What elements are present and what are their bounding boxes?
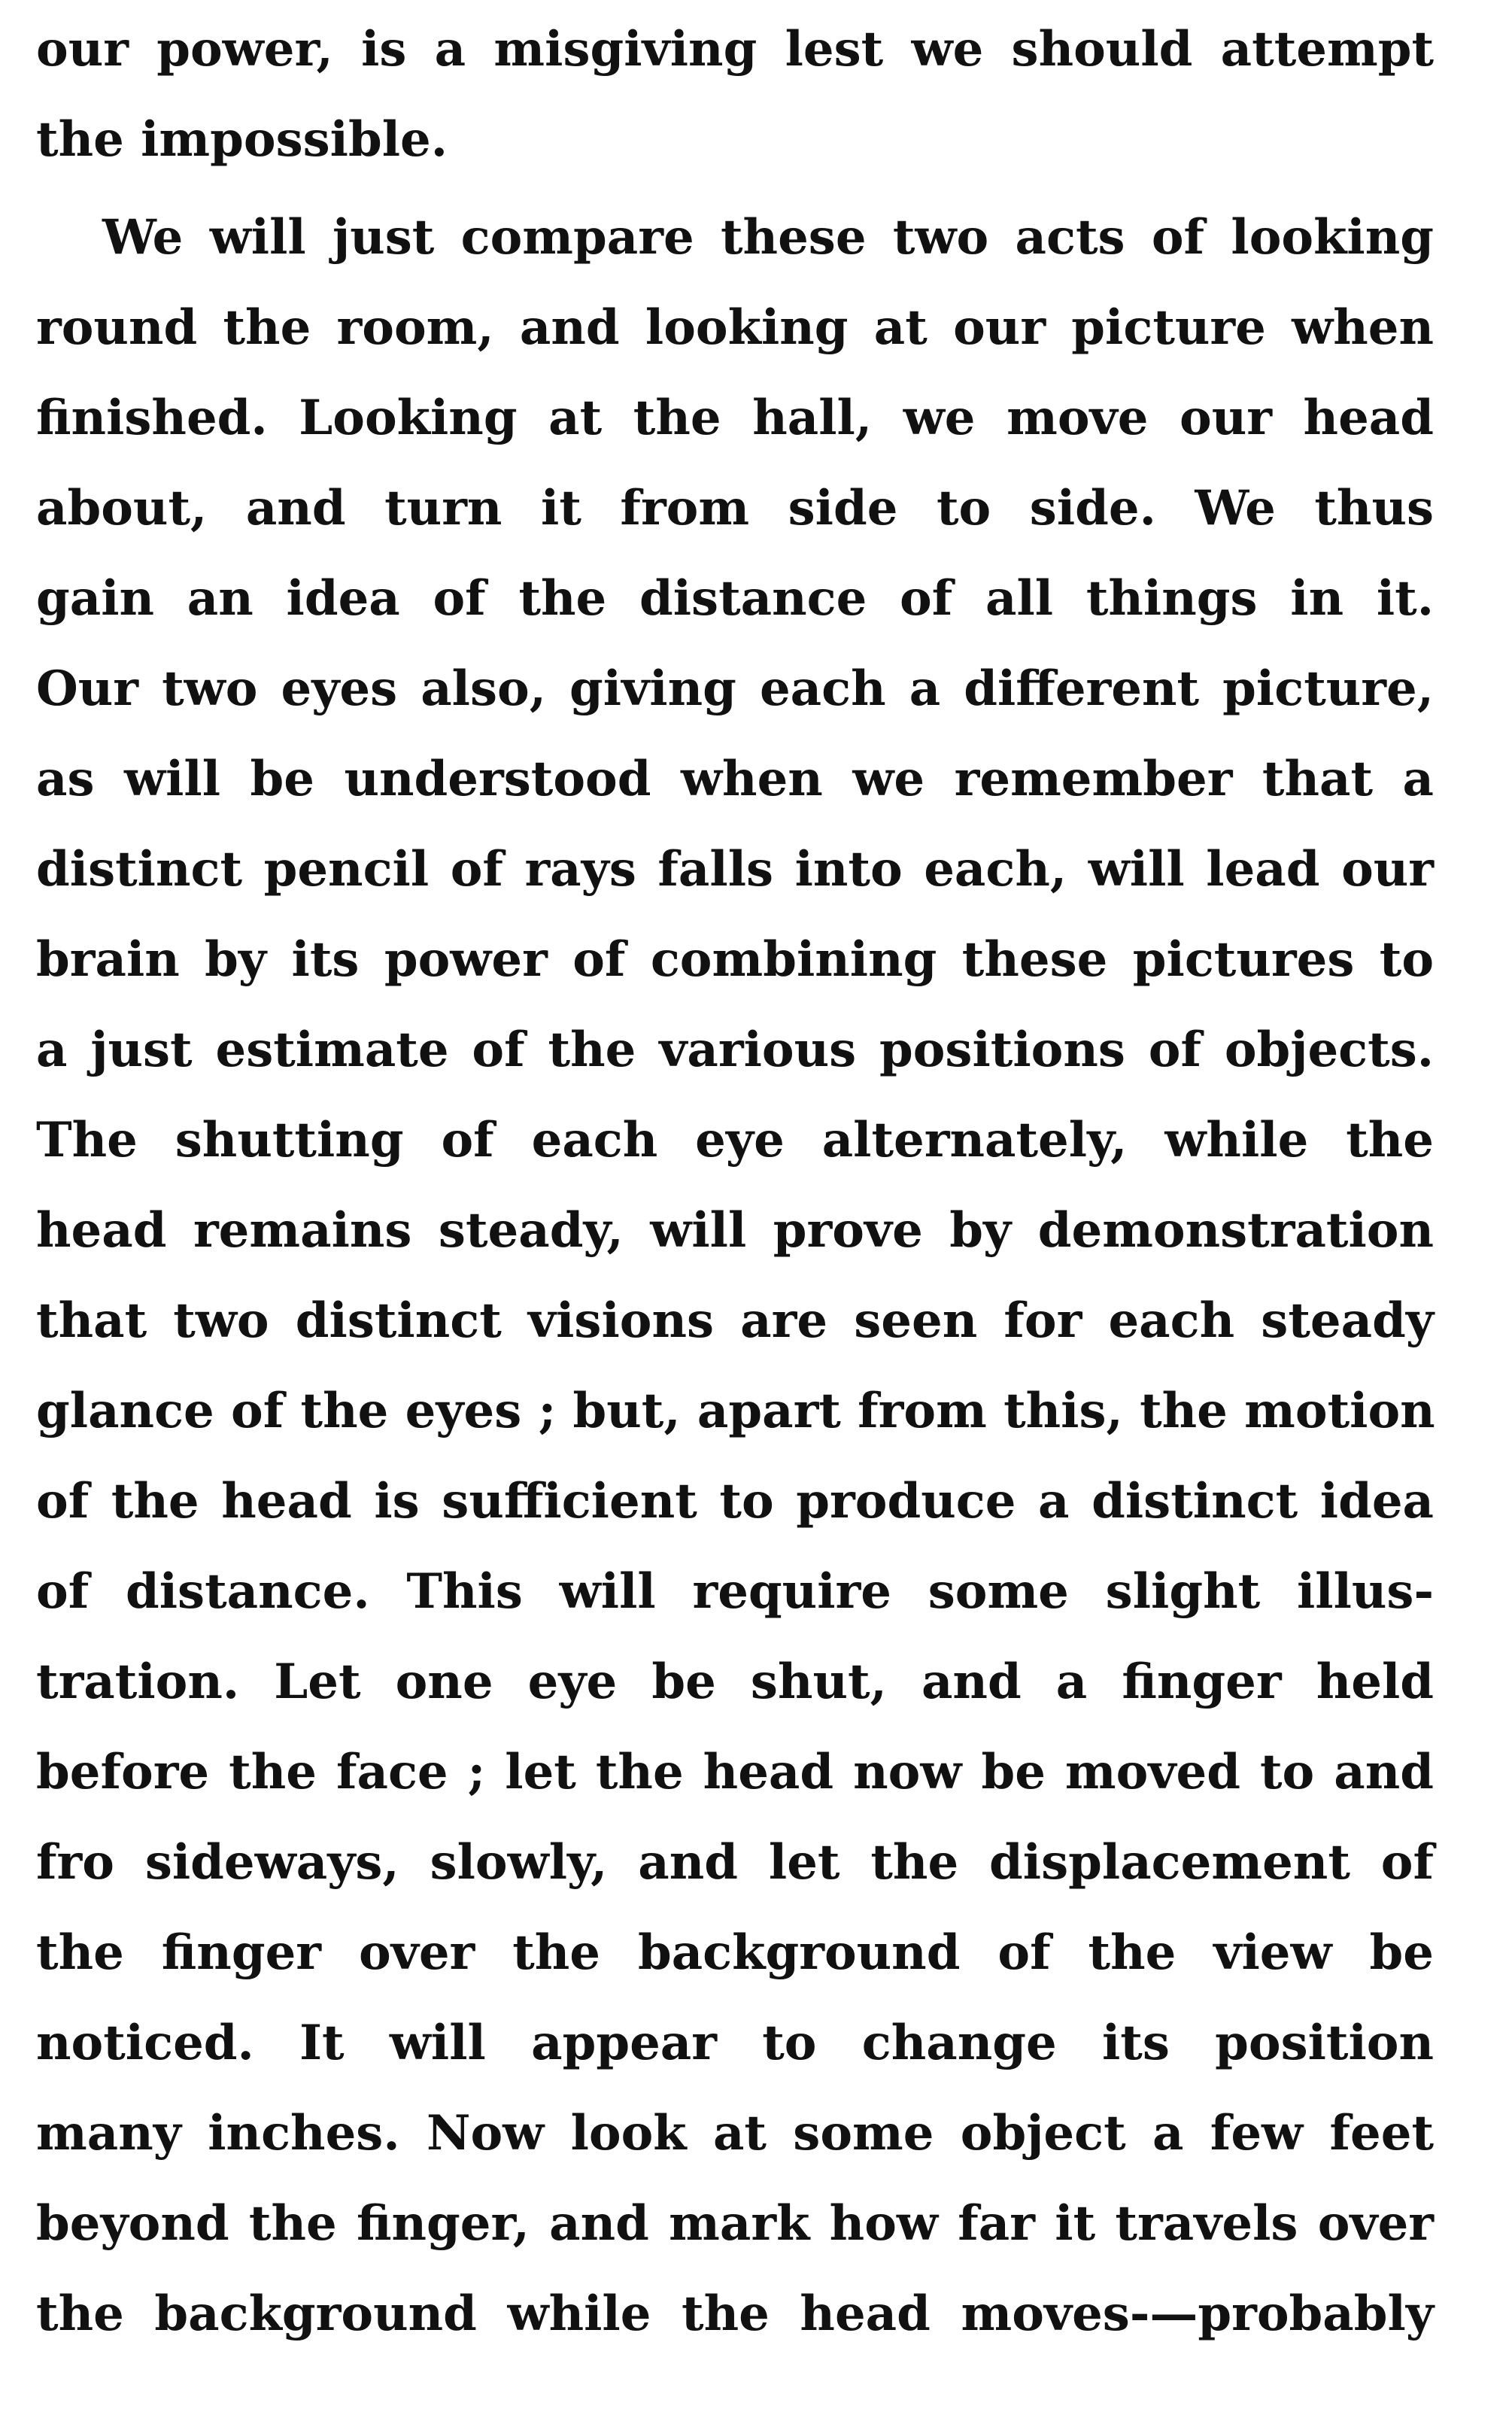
- text-line: of distance. This will require some slight illus-: [36, 1563, 1434, 1620]
- text-line: gain an idea of the distance of all things in it.: [36, 570, 1434, 627]
- text-line: the background while the head moves-—probably: [36, 2286, 1434, 2342]
- text-line: many inches. Now look at some object a few feet: [36, 2105, 1434, 2161]
- text-line: noticed. It will appear to change its position: [36, 2015, 1434, 2071]
- text-line: The shutting of each eye alternately, while the: [36, 1112, 1434, 1168]
- text-line: brain by its power of combining these pictures to: [36, 931, 1434, 988]
- text-line: that two distinct visions are seen for each steady: [36, 1293, 1434, 1349]
- text-line: a just estimate of the various positions of objects.: [36, 1022, 1434, 1078]
- text-line: head remains steady, will prove by demonstration: [36, 1202, 1434, 1259]
- text-line: round the room, and looking at our picture when: [36, 299, 1434, 356]
- text-line: the finger over the background of the view be: [36, 1924, 1434, 1981]
- text-line: as will be understood when we remember that a: [36, 751, 1434, 807]
- text-line: tration. Let one eye be shut, and a finger held: [36, 1654, 1434, 1710]
- paragraph-gap: [36, 185, 1434, 193]
- paragraph-1: [36, 5, 1434, 185]
- text-line: Our two eyes also, giving each a different picture,: [36, 661, 1434, 717]
- text-line: of the head is sufficient to produce a distinct idea: [36, 1473, 1434, 1529]
- paragraph-2: [36, 193, 1434, 2359]
- book-page: [36, 5, 1434, 2359]
- text-line: glance of the eyes ; but, apart from this, the motion: [36, 1383, 1435, 1439]
- text-line: finished. Looking at the hall, we move our head: [36, 390, 1434, 446]
- text-line: beyond the finger, and mark how far it travels over: [36, 2195, 1434, 2252]
- text-line: fro sideways, slowly, and let the displacement of: [36, 1834, 1434, 1891]
- text-line: the impossible.: [36, 111, 448, 168]
- text-line: our power, is a misgiving lest we should attempt: [36, 21, 1434, 77]
- text-line: We will just compare these two acts of looking: [102, 209, 1434, 266]
- text-line: about, and turn it from side to side. We thus: [36, 480, 1434, 536]
- text-line: distinct pencil of rays falls into each, will lead our: [36, 841, 1434, 898]
- text-line: before the face ; let the head now be moved to and: [36, 1744, 1434, 1800]
